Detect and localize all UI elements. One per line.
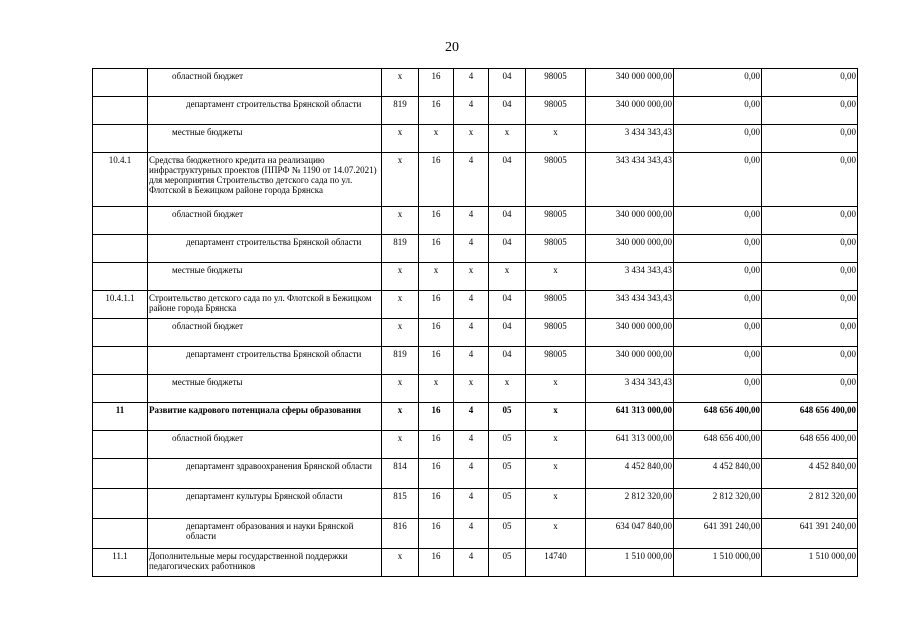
table-row — [93, 153, 858, 207]
code-ministry: х — [382, 549, 419, 577]
code-subprogram: 4 — [454, 153, 489, 207]
code-ministry: х — [382, 263, 419, 291]
amount-year-1: 343 434 343,43 — [586, 153, 674, 207]
table-row — [93, 291, 858, 319]
code-subprogram: 4 — [454, 319, 489, 347]
code-subprogram: 4 — [454, 549, 489, 577]
code-ministry: х — [382, 207, 419, 235]
row-name: областной бюджет — [148, 431, 382, 459]
table-row — [93, 403, 858, 431]
row-name: местные бюджеты — [148, 125, 382, 153]
code-subprogram: 4 — [454, 207, 489, 235]
amount-year-2: 641 391 240,00 — [674, 519, 762, 549]
row-name: областной бюджет — [148, 207, 382, 235]
row-number — [93, 207, 148, 235]
row-number — [93, 235, 148, 263]
code-direction: 98005 — [526, 153, 586, 207]
row-name: департамент строительства Брянской области — [148, 235, 382, 263]
code-event: 05 — [489, 431, 526, 459]
amount-year-2: 648 656 400,00 — [674, 403, 762, 431]
amount-year-1: 641 313 000,00 — [586, 431, 674, 459]
table-row — [93, 319, 858, 347]
row-name: департамент культуры Брянской области — [148, 489, 382, 519]
code-subprogram: 4 — [454, 519, 489, 549]
amount-year-2: 0,00 — [674, 235, 762, 263]
row-name: Средства бюджетного кредита на реализацию инфраструктурных проектов (ППРФ № 1190 от 14.07.2021) для мероприятия Строительство детского сада по ул. Флотской в Бежицком районе города Брянска — [148, 153, 382, 207]
amount-year-2: 0,00 — [674, 69, 762, 97]
code-direction: х — [526, 459, 586, 489]
code-event: 04 — [489, 97, 526, 125]
table-row — [93, 549, 858, 577]
row-name: областной бюджет — [148, 319, 382, 347]
amount-year-3: 0,00 — [762, 319, 858, 347]
table-row — [93, 125, 858, 153]
amount-year-3: 0,00 — [762, 375, 858, 403]
amount-year-3: 648 656 400,00 — [762, 403, 858, 431]
amount-year-1: 3 434 343,43 — [586, 375, 674, 403]
table-row — [93, 519, 858, 549]
budget-table-body — [93, 69, 858, 577]
amount-year-2: 0,00 — [674, 97, 762, 125]
code-subprogram: х — [454, 125, 489, 153]
code-program: 16 — [419, 319, 454, 347]
table-row — [93, 459, 858, 489]
amount-year-1: 4 452 840,00 — [586, 459, 674, 489]
amount-year-2: 0,00 — [674, 125, 762, 153]
row-number: 10.4.1 — [93, 153, 148, 207]
code-ministry: 819 — [382, 97, 419, 125]
amount-year-2: 1 510 000,00 — [674, 549, 762, 577]
amount-year-3: 641 391 240,00 — [762, 519, 858, 549]
row-name: департамент строительства Брянской области — [148, 97, 382, 125]
amount-year-2: 0,00 — [674, 347, 762, 375]
code-subprogram: 4 — [454, 97, 489, 125]
amount-year-2: 0,00 — [674, 207, 762, 235]
code-event: 05 — [489, 519, 526, 549]
code-event: 04 — [489, 347, 526, 375]
row-number — [93, 69, 148, 97]
code-subprogram: 4 — [454, 235, 489, 263]
code-ministry: х — [382, 431, 419, 459]
row-name: Развитие кадрового потенциала сферы образования — [148, 403, 382, 431]
row-number — [93, 97, 148, 125]
code-direction: х — [526, 403, 586, 431]
code-direction: 98005 — [526, 291, 586, 319]
code-direction: х — [526, 519, 586, 549]
code-event: 04 — [489, 319, 526, 347]
amount-year-2: 0,00 — [674, 153, 762, 207]
code-event: 05 — [489, 459, 526, 489]
code-direction: 14740 — [526, 549, 586, 577]
amount-year-3: 0,00 — [762, 125, 858, 153]
amount-year-3: 0,00 — [762, 235, 858, 263]
code-program: 16 — [419, 207, 454, 235]
code-ministry: 819 — [382, 235, 419, 263]
code-program: 16 — [419, 519, 454, 549]
budget-table — [92, 68, 858, 577]
code-direction: х — [526, 431, 586, 459]
code-ministry: 815 — [382, 489, 419, 519]
code-ministry: х — [382, 153, 419, 207]
row-number: 10.4.1.1 — [93, 291, 148, 319]
row-name: департамент здравоохранения Брянской области — [148, 459, 382, 489]
code-ministry: х — [382, 291, 419, 319]
code-program: 16 — [419, 291, 454, 319]
code-ministry: х — [382, 69, 419, 97]
row-number — [93, 459, 148, 489]
row-name: областной бюджет — [148, 69, 382, 97]
amount-year-3: 0,00 — [762, 153, 858, 207]
code-subprogram: 4 — [454, 431, 489, 459]
row-name: Дополнительные меры государственной поддержки педагогических работников — [148, 549, 382, 577]
code-direction: 98005 — [526, 207, 586, 235]
code-subprogram: 4 — [454, 347, 489, 375]
amount-year-1: 3 434 343,43 — [586, 125, 674, 153]
table-row — [93, 207, 858, 235]
code-event: 04 — [489, 207, 526, 235]
amount-year-1: 1 510 000,00 — [586, 549, 674, 577]
amount-year-1: 340 000 000,00 — [586, 207, 674, 235]
code-program: х — [419, 125, 454, 153]
amount-year-1: 634 047 840,00 — [586, 519, 674, 549]
code-event: х — [489, 263, 526, 291]
row-number — [93, 263, 148, 291]
code-event: 04 — [489, 291, 526, 319]
code-subprogram: 4 — [454, 291, 489, 319]
amount-year-2: 0,00 — [674, 263, 762, 291]
amount-year-2: 648 656 400,00 — [674, 431, 762, 459]
row-name: Строительство детского сада по ул. Флотской в Бежицком районе города Брянска — [148, 291, 382, 319]
page-number: 20 — [445, 40, 459, 55]
amount-year-1: 340 000 000,00 — [586, 319, 674, 347]
code-ministry: х — [382, 319, 419, 347]
amount-year-3: 648 656 400,00 — [762, 431, 858, 459]
amount-year-2: 2 812 320,00 — [674, 489, 762, 519]
code-program: 16 — [419, 431, 454, 459]
amount-year-3: 0,00 — [762, 69, 858, 97]
amount-year-1: 340 000 000,00 — [586, 97, 674, 125]
table-row — [93, 489, 858, 519]
amount-year-1: 3 434 343,43 — [586, 263, 674, 291]
code-program: х — [419, 263, 454, 291]
code-direction: 98005 — [526, 235, 586, 263]
row-number — [93, 431, 148, 459]
code-program: 16 — [419, 459, 454, 489]
code-direction: 98005 — [526, 319, 586, 347]
code-event: 05 — [489, 403, 526, 431]
table-row — [93, 347, 858, 375]
code-ministry: х — [382, 125, 419, 153]
amount-year-1: 340 000 000,00 — [586, 347, 674, 375]
code-direction: 98005 — [526, 97, 586, 125]
amount-year-3: 0,00 — [762, 207, 858, 235]
amount-year-1: 340 000 000,00 — [586, 69, 674, 97]
row-number — [93, 125, 148, 153]
code-subprogram: 4 — [454, 69, 489, 97]
amount-year-2: 0,00 — [674, 291, 762, 319]
row-number: 11.1 — [93, 549, 148, 577]
code-ministry: 819 — [382, 347, 419, 375]
code-direction: х — [526, 125, 586, 153]
table-row — [93, 69, 858, 97]
table-row — [93, 263, 858, 291]
code-subprogram: 4 — [454, 459, 489, 489]
row-number — [93, 319, 148, 347]
code-direction: х — [526, 375, 586, 403]
amount-year-1: 2 812 320,00 — [586, 489, 674, 519]
amount-year-3: 0,00 — [762, 347, 858, 375]
row-name: департамент образования и науки Брянской области — [148, 519, 382, 549]
code-ministry: 816 — [382, 519, 419, 549]
code-direction: 98005 — [526, 347, 586, 375]
amount-year-3: 0,00 — [762, 291, 858, 319]
amount-year-2: 0,00 — [674, 319, 762, 347]
code-subprogram: х — [454, 375, 489, 403]
amount-year-3: 1 510 000,00 — [762, 549, 858, 577]
code-ministry: х — [382, 375, 419, 403]
code-subprogram: 4 — [454, 403, 489, 431]
code-event: х — [489, 375, 526, 403]
row-number: 11 — [93, 403, 148, 431]
code-program: 16 — [419, 549, 454, 577]
code-program: х — [419, 375, 454, 403]
table-row — [93, 235, 858, 263]
amount-year-2: 4 452 840,00 — [674, 459, 762, 489]
code-event: 04 — [489, 235, 526, 263]
table-row — [93, 375, 858, 403]
code-program: 16 — [419, 235, 454, 263]
table-row — [93, 97, 858, 125]
code-program: 16 — [419, 489, 454, 519]
code-subprogram: 4 — [454, 489, 489, 519]
amount-year-1: 340 000 000,00 — [586, 235, 674, 263]
code-program: 16 — [419, 69, 454, 97]
code-direction: х — [526, 489, 586, 519]
code-ministry: х — [382, 403, 419, 431]
code-direction: х — [526, 263, 586, 291]
amount-year-3: 0,00 — [762, 97, 858, 125]
row-name: департамент строительства Брянской области — [148, 347, 382, 375]
table-row — [93, 431, 858, 459]
code-event: 05 — [489, 549, 526, 577]
amount-year-1: 343 434 343,43 — [586, 291, 674, 319]
amount-year-3: 0,00 — [762, 263, 858, 291]
code-event: х — [489, 125, 526, 153]
amount-year-3: 2 812 320,00 — [762, 489, 858, 519]
row-number — [93, 519, 148, 549]
code-event: 05 — [489, 489, 526, 519]
amount-year-1: 641 313 000,00 — [586, 403, 674, 431]
code-event: 04 — [489, 69, 526, 97]
code-ministry: 814 — [382, 459, 419, 489]
row-name: местные бюджеты — [148, 263, 382, 291]
code-program: 16 — [419, 97, 454, 125]
amount-year-2: 0,00 — [674, 375, 762, 403]
row-name: местные бюджеты — [148, 375, 382, 403]
code-direction: 98005 — [526, 69, 586, 97]
amount-year-3: 4 452 840,00 — [762, 459, 858, 489]
code-program: 16 — [419, 403, 454, 431]
row-number — [93, 347, 148, 375]
row-number — [93, 375, 148, 403]
row-number — [93, 489, 148, 519]
code-subprogram: х — [454, 263, 489, 291]
code-event: 04 — [489, 153, 526, 207]
code-program: 16 — [419, 347, 454, 375]
code-program: 16 — [419, 153, 454, 207]
